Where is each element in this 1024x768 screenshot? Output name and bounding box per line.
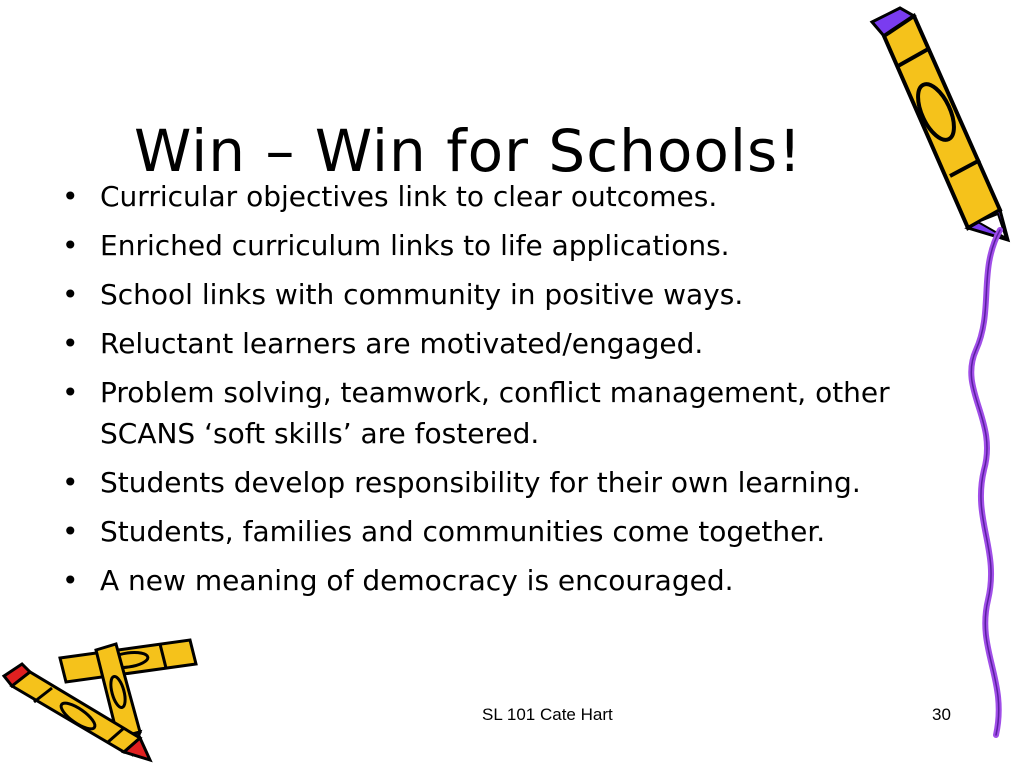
bullet-marker: • xyxy=(62,515,79,548)
bullet-item xyxy=(62,511,942,552)
bullet-marker: • xyxy=(62,229,79,262)
bullet-text: Problem solving, teamwork, conflict management, other SCANS ‘soft skills’ are fostered. xyxy=(100,376,890,450)
bullet-marker: • xyxy=(62,376,79,409)
bullet-text: School links with community in positive ways. xyxy=(100,278,744,311)
slide-title: Win – Win for Schools! xyxy=(134,116,803,185)
bullet-text: Reluctant learners are motivated/engaged. xyxy=(100,327,704,360)
bullet-item xyxy=(62,274,942,315)
bullet-item xyxy=(62,372,942,454)
page-number: 30 xyxy=(932,705,951,724)
wavy-line-right xyxy=(958,230,1018,740)
bullet-text: Students develop responsibility for their own learning. xyxy=(100,466,861,499)
bullet-text: Enriched curriculum links to life applications. xyxy=(100,229,730,262)
crayon-clipart-bottom-left xyxy=(0,620,210,760)
bullet-list xyxy=(62,176,942,609)
bullet-marker: • xyxy=(62,278,79,311)
bullet-item xyxy=(62,560,942,601)
bullet-item xyxy=(62,323,942,364)
bullet-text: Students, families and communities come together. xyxy=(100,515,826,548)
bullet-text: Curricular objectives link to clear outcomes. xyxy=(100,180,718,213)
bullet-item xyxy=(62,225,942,266)
bullet-marker: • xyxy=(62,466,79,499)
footer-author: SL 101 Cate Hart xyxy=(482,705,613,724)
bullet-marker: • xyxy=(62,327,79,360)
bullet-item xyxy=(62,462,942,503)
bullet-text: A new meaning of democracy is encouraged. xyxy=(100,564,734,597)
bullet-marker: • xyxy=(62,564,79,597)
bullet-item xyxy=(62,176,942,217)
bullet-marker: • xyxy=(62,180,79,213)
